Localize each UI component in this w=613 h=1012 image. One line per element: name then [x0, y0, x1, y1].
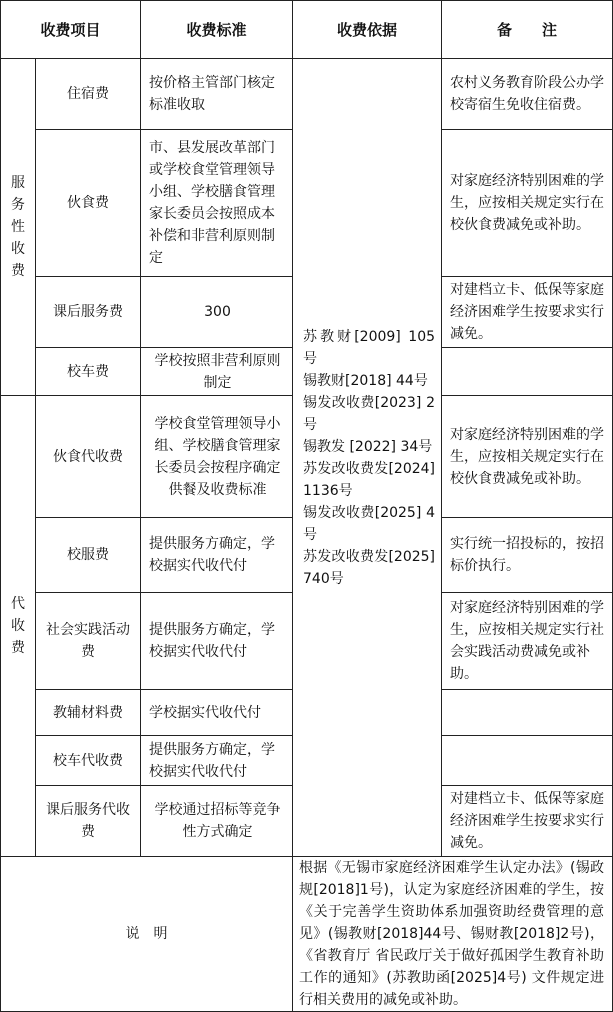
item-cell: 校服费 [36, 518, 141, 593]
note-cell: 对家庭经济特别困难的学生，应按相关规定实行在校伙食费减免或补助。 [442, 396, 613, 518]
note-cell: 对建档立卡、低保等家庭经济困难学生按要求实行减免。 [442, 786, 613, 857]
note-cell [442, 690, 613, 736]
footer-row [1, 857, 613, 1012]
item-cell: 伙食费 [36, 130, 141, 277]
note-cell [442, 348, 613, 396]
header-standard: 收费标准 [141, 1, 293, 59]
item-cell: 伙食代收费 [36, 396, 141, 518]
standard-cell: 提供服务方确定，学校据实代收代付 [141, 518, 293, 593]
item-cell: 课后服务费 [36, 277, 141, 348]
note-cell [442, 736, 613, 786]
header-row [1, 1, 613, 59]
category-service-label: 服务性收费 [11, 175, 25, 279]
standard-cell: 提供服务方确定，学校据实代收代付 [141, 736, 293, 786]
item-cell: 住宿费 [36, 59, 141, 130]
item-cell: 教辅材料费 [36, 690, 141, 736]
note-cell: 对家庭经济特别困难的学生，应按相关规定实行在校伙食费减免或补助。 [442, 130, 613, 277]
header-item: 收费项目 [1, 1, 141, 59]
note-cell: 实行统一招投标的，按招标价执行。 [442, 518, 613, 593]
table-row [1, 59, 613, 130]
item-cell: 校车代收费 [36, 736, 141, 786]
item-cell: 校车费 [36, 348, 141, 396]
standard-cell: 学校通过招标等竞争性方式确定 [141, 786, 293, 857]
header-basis: 收费依据 [293, 1, 442, 59]
item-cell: 社会实践活动费 [36, 593, 141, 690]
category-agency-label: 代收费 [11, 596, 25, 656]
standard-cell: 学校据实代收代付 [141, 690, 293, 736]
standard-cell: 300 [141, 277, 293, 348]
category-service [1, 59, 36, 396]
footer-text: 根据《无锡市家庭经济困难学生认定办法》(锡政规[2018]1号)，认定为家庭经济困难的学生，按《关于完善学生资助体系加强资助经费管理的意见》(锡教财[2018]44号、锡财教[2018]2号)，《省教育厅 省民政厅关于做好孤困学生教育补助工作的通知》(苏教助函[2025]4号) 文件规定进行相关费用的减免或补助。 [293, 857, 613, 1012]
item-cell: 课后服务代收费 [36, 786, 141, 857]
standard-cell: 提供服务方确定，学校据实代收代付 [141, 593, 293, 690]
footer-label: 说 明 [1, 857, 293, 1012]
category-agency [1, 396, 36, 857]
basis-cell [293, 59, 442, 857]
header-note: 备 注 [442, 1, 613, 59]
note-cell: 对家庭经济特别困难的学生，应按相关规定实行社会实践活动费减免或补助。 [442, 593, 613, 690]
standard-cell: 按价格主管部门核定标准收取 [141, 59, 293, 130]
basis-text: 苏教财[2009] 105号 锡教财[2018] 44号 锡发改收费[2023] 2号 锡教发 [2022] 34号 苏发改收费发[2024]1136号 锡发改收费[2025] 4号 苏发改收费发[2025]740号 [303, 328, 436, 587]
standard-cell: 市、县发展改革部门或学校食堂管理领导小组、学校膳食管理家长委员会按照成本补偿和非营利原则制定 [141, 130, 293, 277]
standard-cell: 学校食堂管理领导小组、学校膳食管理家长委员会按程序确定供餐及收费标准 [141, 396, 293, 518]
note-cell: 对建档立卡、低保等家庭经济困难学生按要求实行减免。 [442, 277, 613, 348]
standard-cell: 学校按照非营利原则制定 [141, 348, 293, 396]
note-cell: 农村义务教育阶段公办学校寄宿生免收住宿费。 [442, 59, 613, 130]
